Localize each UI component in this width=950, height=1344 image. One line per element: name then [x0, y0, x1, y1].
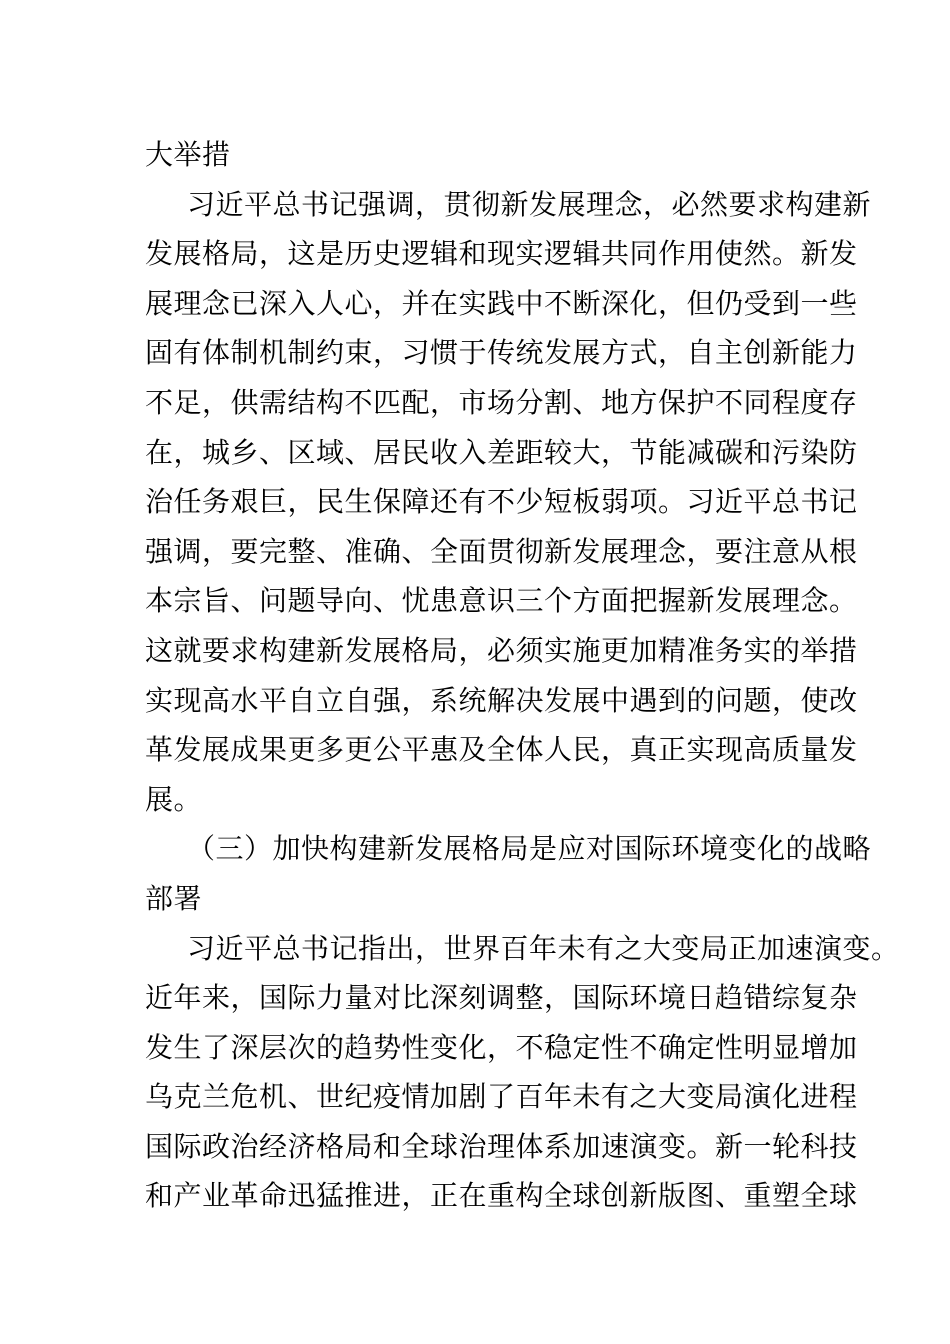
text-line: 近年来，国际力量对比深刻调整，国际环境日趋错综复杂: [145, 981, 858, 1015]
text-line: 展理念已深入人心，并在实践中不断深化，但仍受到一些: [145, 286, 858, 320]
section-heading: （三）加快构建新发展格局是应对国际环境变化的战略: [187, 832, 872, 866]
text-line: 习近平总书记强调，贯彻新发展理念，必然要求构建新: [187, 187, 872, 221]
text-line: 本宗旨、问题导向、忧患意识三个方面把握新发展理念。: [145, 584, 858, 618]
text-line: 固有体制机制约束，习惯于传统发展方式，自主创新能力: [145, 336, 858, 370]
text-line: 实现高水平自立自强，系统解决发展中遇到的问题，使改: [145, 683, 858, 717]
text-line: 发生了深层次的趋势性变化，不稳定性不确定性明显增加: [145, 1030, 858, 1064]
text-line: 革发展成果更多更公平惠及全体人民，真正实现高质量发: [145, 733, 858, 767]
text-line: 大举措: [145, 138, 231, 171]
text-line: 强调，要完整、准确、全面贯彻新发展理念，要注意从根: [145, 534, 858, 568]
text-line: 国际政治经济格局和全球治理体系加速演变。新一轮科技: [145, 1129, 858, 1163]
section-heading-continued: 部署: [145, 881, 203, 915]
text-line: 和产业革命迅猛推进，正在重构全球创新版图、重塑全球: [145, 1179, 858, 1213]
text-line: 展。: [145, 782, 203, 816]
text-line: 在，城乡、区域、居民收入差距较大，节能减碳和污染防: [145, 435, 858, 469]
text-line: 这就要求构建新发展格局，必须实施更加精准务实的举措: [145, 633, 858, 667]
text-line: 习近平总书记指出，世界百年未有之大变局正加速演变。: [187, 931, 900, 965]
text-line: 发展格局，这是历史逻辑和现实逻辑共同作用使然。新发: [145, 237, 858, 271]
text-line: 不足，供需结构不匹配，市场分割、地方保护不同程度存: [145, 385, 858, 419]
text-line: 乌克兰危机、世纪疫情加剧了百年未有之大变局演化进程: [145, 1080, 858, 1114]
body-text: [145, 130, 900, 1221]
text-line: 治任务艰巨，民生保障还有不少短板弱项。习近平总书记: [145, 485, 858, 519]
